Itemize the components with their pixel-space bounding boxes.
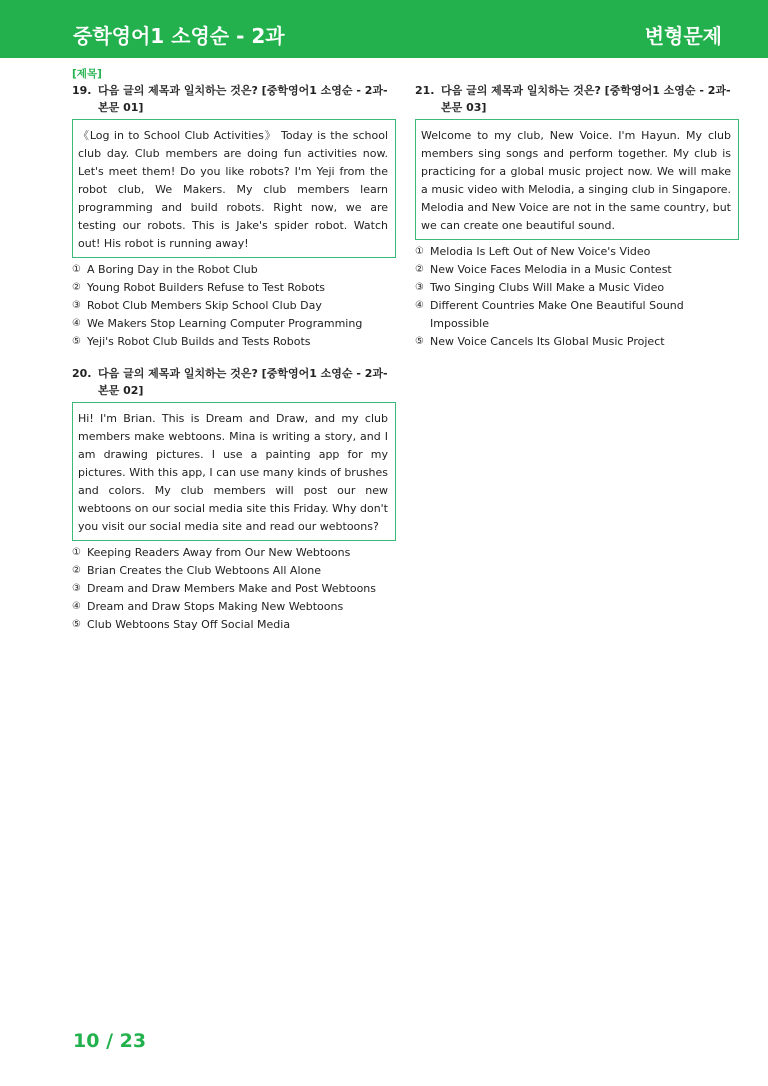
document-kind: 변형문제 [644,24,722,48]
answer-option [415,261,739,279]
answer-option [415,279,739,297]
question-20 [72,365,396,634]
answer-options [72,544,396,634]
option-mark: ④ [72,601,81,612]
answer-option [415,243,739,261]
option-mark: ② [72,282,81,293]
page-separator: / [99,1030,120,1052]
answer-option [72,580,396,598]
answer-option [72,279,396,297]
answer-option [72,297,396,315]
option-mark: ② [415,264,424,275]
option-text: A Boring Day in the Robot Club [87,263,258,276]
section-tag: [제목] [72,68,102,80]
option-text: Yeji's Robot Club Builds and Tests Robots [87,335,311,348]
option-mark: ③ [72,300,81,311]
answer-option [72,261,396,279]
option-mark: ① [72,547,81,558]
option-mark: ⑤ [72,336,81,347]
option-mark: ① [415,246,424,257]
option-mark: ④ [415,300,424,311]
page-number [73,1030,146,1052]
question-prompt: 다음 글의 제목과 일치하는 것은? [중학영어1 소영순 - 2과-본문 01] [98,84,388,114]
option-mark: ⑤ [72,619,81,630]
option-mark: ① [72,264,81,275]
option-text: Two Singing Clubs Will Make a Music Video [430,281,665,294]
option-text: We Makers Stop Learning Computer Programming [87,317,363,330]
document-title: 중학영어1 소영순 - 2과 [73,24,285,48]
answer-option [72,616,396,634]
total-pages: 23 [119,1030,147,1052]
option-text: Keeping Readers Away from Our New Webtoons [87,546,351,559]
option-mark: ② [72,565,81,576]
question-number: 19. [72,84,92,97]
option-text: Dream and Draw Stops Making New Webtoons [87,600,344,613]
right-column [415,66,739,365]
option-text: Young Robot Builders Refuse to Test Robots [87,281,326,294]
question-prompt: 다음 글의 제목과 일치하는 것은? [중학영어1 소영순 - 2과-본문 02] [98,367,388,397]
answer-option [415,297,739,333]
answer-option [415,333,739,351]
answer-option [72,598,396,616]
answer-options [415,243,739,351]
question-21 [415,82,739,351]
passage-box: Hi! I'm Brian. This is Dream and Draw, and my club members make webtoons. Mina is writing a story, and I am drawing pictures. I use a painting app for my pictures. With this app, I can use many kinds of brushes and colors. My club members will post our new webtoons on our social media site this Friday. Why don't you visit our social media site and read our webtoons? [72,402,396,541]
answer-option [72,315,396,333]
section-tag-spacer [415,66,739,82]
question-19 [72,82,396,351]
left-column [72,66,396,648]
answer-option [72,562,396,580]
current-page: 10 [73,1030,100,1052]
answer-option [72,544,396,562]
option-mark: ⑤ [415,336,424,347]
option-text: New Voice Cancels Its Global Music Project [430,335,665,348]
question-number: 20. [72,367,92,380]
answer-options [72,261,396,351]
option-mark: ③ [415,282,424,293]
option-text: Melodia Is Left Out of New Voice's Video [430,245,651,258]
option-mark: ③ [72,583,81,594]
question-header [415,82,739,116]
option-text: Different Countries Make One Beautiful Sound Impossible [430,299,684,330]
answer-option [72,333,396,351]
option-text: New Voice Faces Melodia in a Music Contest [430,263,672,276]
option-text: Club Webtoons Stay Off Social Media [87,618,291,631]
question-prompt: 다음 글의 제목과 일치하는 것은? [중학영어1 소영순 - 2과-본문 03] [441,84,731,114]
question-number: 21. [415,84,435,97]
question-header [72,365,396,399]
passage-box: 《Log in to School Club Activities》 Today is the school club day. Club members are doing fun activities now. Let's meet them! Do you like robots? I'm Yeji from the robot club, We Makers. My club members learn programming and build robots. Right now, we are testing our robots. This is Jake's spider robot. Watch out! His robot is running away! [72,119,396,258]
option-text: Robot Club Members Skip School Club Day [87,299,322,312]
passage-box: Welcome to my club, New Voice. I'm Hayun. My club members sing songs and perform together. My club is practicing for a global music project now. We will make a music video with Melodia, a singing club in Singapore. Melodia and New Voice are not in the same country, but we can create one beautiful sound. [415,119,739,240]
question-header [72,82,396,116]
option-text: Dream and Draw Members Make and Post Webtoons [87,582,376,595]
option-text: Brian Creates the Club Webtoons All Alone [87,564,321,577]
page-header [0,0,768,58]
option-mark: ④ [72,318,81,329]
